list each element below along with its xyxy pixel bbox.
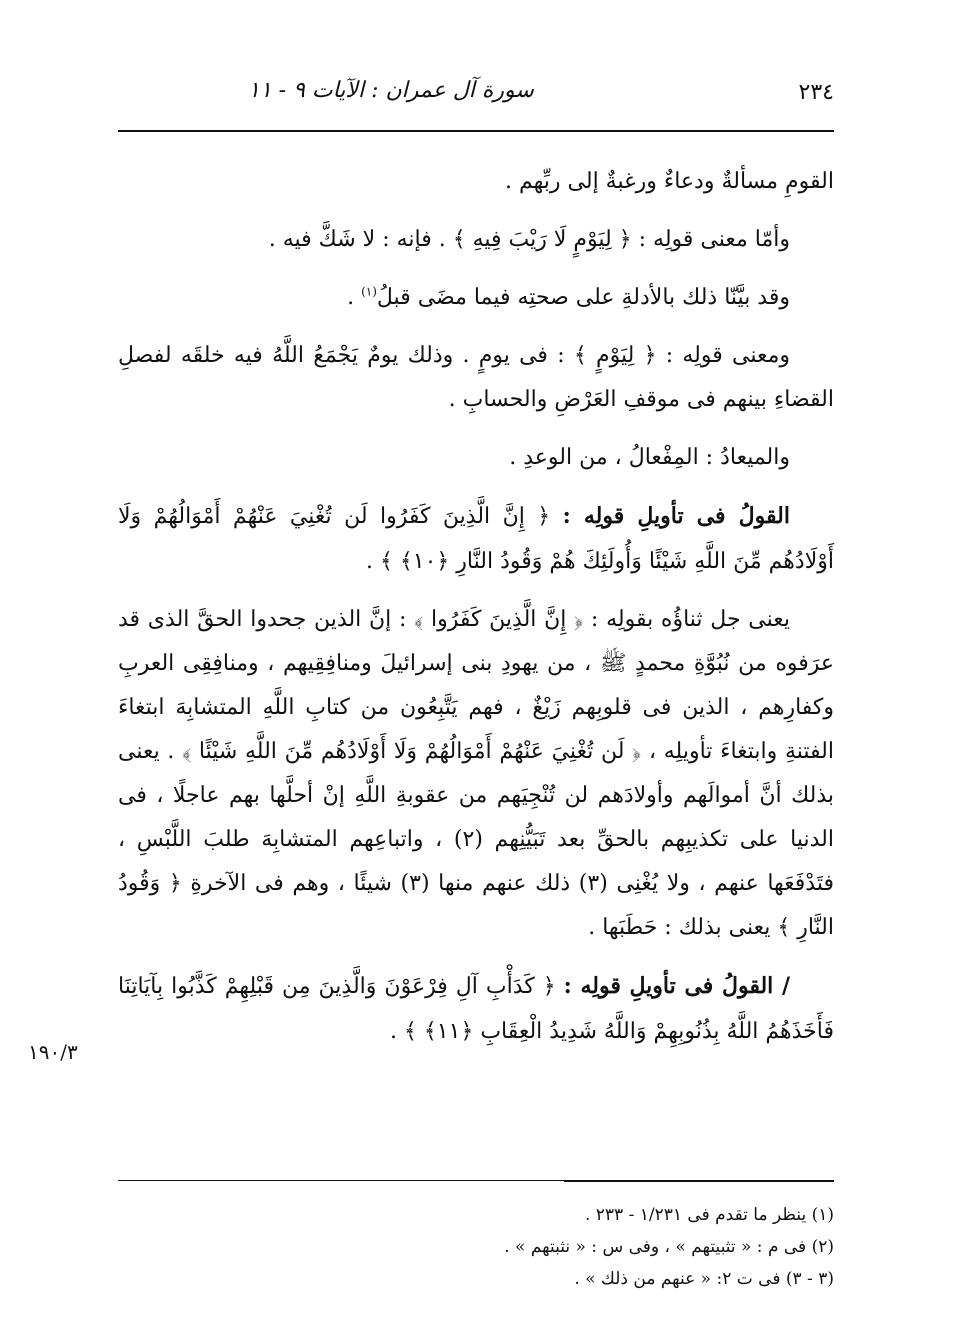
page-header <box>118 74 834 132</box>
page-number: ٢٣٤ <box>798 80 834 105</box>
main-text <box>118 160 834 1068</box>
quran-verse: ﴿ كَدَأْبِ آلِ فِرْعَوْنَ وَالَّذِينَ مِن قَبْلِهِمْ كَذَّبُوا بِآيَاتِنَا فَأَخَذَهُمُ اللَّهُ بِذُنُوبِهِمْ وَاللَّهُ شَدِيدُ الْعِقَابِ ﴿١١﴾ ﴾ . <box>118 974 834 1044</box>
paragraph: وقد بيَّنّا ذلك بالأدلةِ على صحتِه فيما مضَى قبلُ$^{(١)}$ . <box>347 284 790 310</box>
section-heading-paragraph <box>118 964 834 1054</box>
paragraph: والميعادُ : المِفْعالُ ، من الوعدِ . <box>509 445 790 470</box>
footnote: (١) ينظر ما تقدم فى ١/٢٣١ - ٢٣٣ . <box>584 1205 834 1225</box>
section-heading: القولُ فى تأويلِ قولِه : <box>562 503 790 529</box>
margin-reference: ١٩٠/٣ <box>28 1040 78 1064</box>
paragraph: القومِ مسألةٌ ودعاءٌ ورغبةٌ إلى ربِّهم . <box>505 169 834 194</box>
footnote: (٣ - ٣) فى ت ٢: « عنهم من ذلك » . <box>574 1269 834 1289</box>
section-heading: / القولُ فى تأويلِ قولِه : <box>563 973 790 999</box>
footnote: (٢) فى م : « تثبيتهم » ، وفى س : « نثبتهم » . <box>504 1237 834 1257</box>
footnote-rule <box>564 1180 834 1182</box>
paragraph: يعنى جل ثناؤُه بقولِه : ﴿ إِنَّ الَّذِينَ كَفَرُوا ﴾ : إنَّ الذين جحدوا الحقَّ الذى قد عرَفوه من نُبُوَّةِ محمدٍ ﷺ ، من يهودِ بنى إسرائيلَ ومنافِقِيهم ، ومنافِقِى العربِ وكفارِهم ، الذين فى قلوبِهم زَيْغٌ ، فهم يَتَّبِعُون من كتابِ اللَّهِ المتشابِهَ ابتغاءَ الفتنةِ وابتغاءَ تأويلِه ، ﴿ لَن تُغْنِيَ عَنْهُمْ أَمْوَالُهُمْ وَلَا أَوْلَادُهُم مِّنَ اللَّهِ شَيْئًا ﴾ . يعنى بذلك أنَّ أموالَهم وأولادَهم لن تُنْجِيَهم من عقوبةِ اللَّهِ إنْ أحلَّها بهم عاجلًا ، فى الدنيا على تكذيبِهم بالحقِّ بعد تَبَيُّنِهم (٢) ، واتباعِهم المتشابِهَ طلبَ اللَّبْسِ ، فتَدْفَعَها عنهم ، ولا يُغْنِى (٣) ذلك عنهم منها (٣) شيئًا ، وهم فى الآخرةِ ﴿ وَقُودُ النَّارِ ﴾ يعنى بذلك : حَطَبَها . <box>118 607 835 940</box>
footnote-marker: (١) <box>361 284 377 299</box>
paragraph: ومعنى قولِه : ﴿ لِيَوْمٍ ﴾ : فى يومٍ . وذلك يومٌ يَجْمَعُ اللَّهُ فيه خلقَه لفصلِ القضاءِ بينهم فى موقفِ العَرْضِ والحسابِ . <box>118 343 834 412</box>
section-heading-paragraph <box>118 494 834 584</box>
paragraph: وأمّا معنى قولِه : ﴿ لِيَوْمٍ لَا رَيْبَ فِيهِ ﴾ . فإنه : لا شَكَّ فيه . <box>268 227 790 252</box>
footnotes <box>118 1180 834 1295</box>
quran-verse: ﴿ إِنَّ الَّذِينَ كَفَرُوا لَن تُغْنِيَ عَنْهُمْ أَمْوَالُهُمْ وَلَا أَوْلَادُهُم مِّنَ اللَّهِ شَيْئًا وَأُولَئِكَ هُمْ وَقُودُ النَّارِ ﴿١٠﴾ ﴾ . <box>118 504 834 574</box>
running-head: سورة آل عمران : الآيات ٩ - ١١ <box>248 78 534 103</box>
